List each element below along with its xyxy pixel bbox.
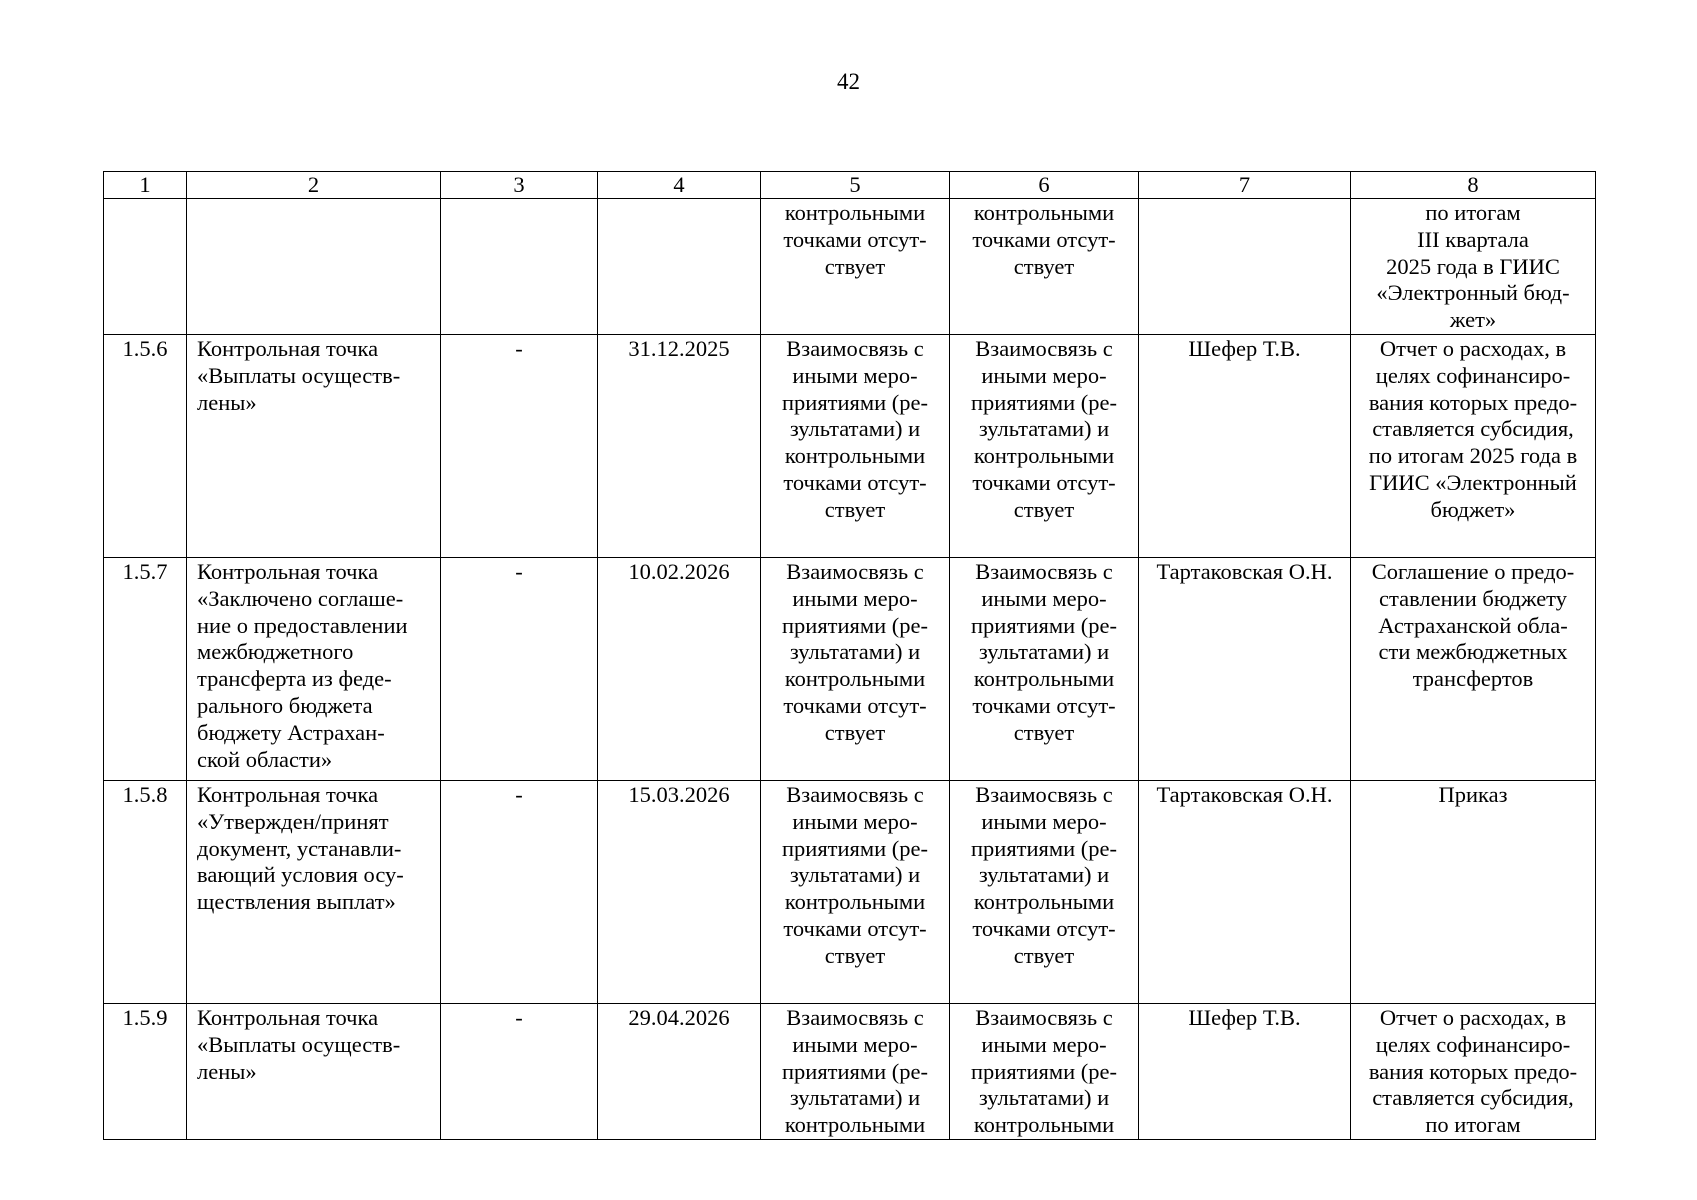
document-cell	[1351, 334, 1596, 557]
responsible-cell: Тартаковская О.Н.	[1139, 780, 1351, 1003]
cell-line: Взаимосвязь с	[975, 335, 1113, 361]
cell-line: зультатами) и	[789, 1085, 921, 1111]
header-cell: 7	[1139, 172, 1351, 199]
cell-line: рального бюджета	[197, 692, 373, 718]
page-number: 42	[837, 69, 860, 94]
cell-line: Отчет о расходах, в	[1379, 335, 1567, 361]
cell-line: документ, устанавли-	[197, 835, 402, 861]
date-cell: 15.03.2026	[598, 780, 761, 1003]
cell-line: Контрольная точка	[197, 1004, 379, 1030]
cell-line: Контрольная точка	[197, 335, 379, 361]
measures-table	[103, 171, 1596, 1140]
measure-name-cell	[187, 1003, 441, 1139]
cell-line: точками отсут-	[783, 915, 927, 941]
cell-line: иными меро-	[792, 362, 918, 388]
cell-line: контрольными	[784, 443, 926, 469]
cell-line: зультатами) и	[978, 416, 1110, 442]
cell-line: по итогам	[1425, 200, 1521, 225]
cell-line: «Утвержден/принят	[197, 808, 389, 834]
cell-line: ствует	[824, 942, 886, 968]
cell-line: целях софинансиро-	[1375, 362, 1571, 388]
date-cell	[598, 199, 761, 335]
cell-line: вания которых предо-	[1368, 389, 1578, 415]
cell-line: ствует	[824, 719, 886, 745]
cell-line: точками отсут-	[972, 469, 1116, 495]
cell-line: зультатами) и	[978, 639, 1110, 665]
cell-line: Приказ	[1438, 781, 1508, 807]
cell-line: ществления выплат»	[197, 889, 396, 915]
table-row	[104, 334, 1596, 557]
cell-line: межбюджетного	[197, 639, 354, 665]
cell-line: контрольными	[784, 200, 926, 225]
cell-line: ставляется субсидия,	[1372, 1085, 1574, 1111]
header-cell: 3	[441, 172, 598, 199]
cell-line: ГИИС «Электронный	[1369, 469, 1577, 495]
relationship-cell	[950, 557, 1139, 780]
cell-line: бюджету Астрахан-	[197, 719, 385, 745]
header-cell: 8	[1351, 172, 1596, 199]
cell-line: ствует	[1013, 253, 1075, 279]
table-row	[104, 557, 1596, 780]
cell-line: ствует	[1013, 719, 1075, 745]
relationship-cell	[950, 780, 1139, 1003]
measure-name-cell	[187, 199, 441, 335]
cell-line: «Выплаты осуществ-	[197, 362, 401, 388]
cell-line: точками отсут-	[972, 915, 1116, 941]
cell-line: приятиями (ре-	[970, 1058, 1118, 1084]
cell-line: по итогам 2025 года в	[1368, 443, 1578, 469]
cell-line: сти межбюджетных	[1378, 639, 1568, 665]
cell-line: зультатами) и	[789, 639, 921, 665]
measure-name-cell	[187, 334, 441, 557]
cell-line: ствует	[1013, 496, 1075, 522]
cell-line: вающий условия осу-	[197, 862, 404, 888]
responsible-cell: Шефер Т.В.	[1139, 334, 1351, 557]
relationship-cell	[761, 557, 950, 780]
row-number-cell: 1.5.6	[104, 334, 187, 557]
cell-line: иными меро-	[792, 808, 918, 834]
cell-line: ставляется субсидия,	[1372, 416, 1574, 442]
cell-line: зультатами) и	[978, 1085, 1110, 1111]
cell-line: 2025 года в ГИИС	[1386, 253, 1560, 279]
cell-line: приятиями (ре-	[781, 612, 929, 638]
cell-line: точками отсут-	[972, 226, 1116, 252]
cell-line: точками отсут-	[783, 692, 927, 718]
cell-line: бюджет»	[1430, 496, 1516, 522]
cell-line: ствует	[824, 496, 886, 522]
cell-line: контрольными	[973, 1112, 1115, 1138]
cell-line: точками отсут-	[972, 692, 1116, 718]
cell-line: контрольными	[784, 666, 926, 692]
date-cell: 29.04.2026	[598, 1003, 761, 1139]
cell-line: ние о предоставлении	[197, 612, 408, 638]
cell-line: лены»	[197, 1058, 257, 1084]
cell-line: Соглашение о предо-	[1371, 558, 1575, 584]
cell-line: зультатами) и	[789, 862, 921, 888]
cell-line: приятиями (ре-	[781, 1058, 929, 1084]
cell-line: Взаимосвязь с	[975, 781, 1113, 807]
cell-line: Взаимосвязь с	[786, 558, 924, 584]
cell-line: по итогам	[1425, 1112, 1521, 1138]
document-cell	[1351, 199, 1596, 335]
cell-line: иными меро-	[981, 362, 1107, 388]
table-row	[104, 199, 1596, 335]
date-cell: 10.02.2026	[598, 557, 761, 780]
measure-name-cell	[187, 780, 441, 1003]
cell-line: Взаимосвязь с	[786, 781, 924, 807]
cell-line: зультатами) и	[978, 862, 1110, 888]
responsible-cell: Тартаковская О.Н.	[1139, 557, 1351, 780]
row-number-cell: 1.5.7	[104, 557, 187, 780]
cell-line: точками отсут-	[783, 469, 927, 495]
cell-line: зультатами) и	[789, 416, 921, 442]
cell-line: Взаимосвязь с	[786, 1004, 924, 1030]
cell-line: жет»	[1449, 307, 1497, 333]
table-row	[104, 1003, 1596, 1139]
cell-line: приятиями (ре-	[781, 389, 929, 415]
measure-name-cell	[187, 557, 441, 780]
cell-line: Контрольная точка	[197, 558, 379, 584]
cell-line: ствует	[824, 253, 886, 279]
cell-line: иными меро-	[792, 1031, 918, 1057]
cell-line: контрольными	[784, 1112, 926, 1138]
relationship-cell	[761, 334, 950, 557]
cell-line: точками отсут-	[783, 226, 927, 252]
cell-line: ской области»	[197, 746, 333, 772]
cell-line: Взаимосвязь с	[975, 1004, 1113, 1030]
relationship-cell	[761, 780, 950, 1003]
row-number-cell	[104, 199, 187, 335]
header-cell: 5	[761, 172, 950, 199]
relationship-cell	[761, 199, 950, 335]
cell-line: Контрольная точка	[197, 781, 379, 807]
cell-line: контрольными	[973, 443, 1115, 469]
header-cell: 6	[950, 172, 1139, 199]
cell-line: ствует	[1013, 942, 1075, 968]
col3-cell: -	[441, 557, 598, 780]
cell-line: ставлении бюджету	[1379, 585, 1567, 611]
cell-line: контрольными	[973, 200, 1115, 225]
cell-line: Отчет о расходах, в	[1379, 1004, 1567, 1030]
cell-line: трансфертов	[1412, 666, 1534, 692]
document-cell	[1351, 557, 1596, 780]
cell-line: иными меро-	[792, 585, 918, 611]
relationship-cell	[950, 1003, 1139, 1139]
cell-line: иными меро-	[981, 808, 1107, 834]
responsible-cell: Шефер Т.В.	[1139, 1003, 1351, 1139]
cell-line: контрольными	[973, 889, 1115, 915]
document-cell	[1351, 1003, 1596, 1139]
cell-line: приятиями (ре-	[970, 389, 1118, 415]
cell-line: иными меро-	[981, 1031, 1107, 1057]
col3-cell: -	[441, 334, 598, 557]
cell-line: вания которых предо-	[1368, 1058, 1578, 1084]
col3-cell	[441, 199, 598, 335]
cell-line: иными меро-	[981, 585, 1107, 611]
cell-line: контрольными	[784, 889, 926, 915]
header-cell: 4	[598, 172, 761, 199]
relationship-cell	[761, 1003, 950, 1139]
col3-cell: -	[441, 780, 598, 1003]
cell-line: Астраханской обла-	[1378, 612, 1568, 638]
cell-line: контрольными	[973, 666, 1115, 692]
cell-line: Взаимосвязь с	[975, 558, 1113, 584]
header-cell: 2	[187, 172, 441, 199]
date-cell: 31.12.2025	[598, 334, 761, 557]
cell-line: «Электронный бюд-	[1376, 280, 1570, 306]
responsible-cell	[1139, 199, 1351, 335]
document-cell	[1351, 780, 1596, 1003]
cell-line: Взаимосвязь с	[786, 335, 924, 361]
cell-line: трансферта из феде-	[197, 666, 392, 692]
relationship-cell	[950, 334, 1139, 557]
row-number-cell: 1.5.8	[104, 780, 187, 1003]
cell-line: «Заключено соглаше-	[197, 585, 404, 611]
cell-line: приятиями (ре-	[970, 612, 1118, 638]
header-row	[104, 172, 1596, 199]
row-number-cell: 1.5.9	[104, 1003, 187, 1139]
cell-line: приятиями (ре-	[970, 835, 1118, 861]
cell-line: приятиями (ре-	[781, 835, 929, 861]
table-row	[104, 780, 1596, 1003]
relationship-cell	[950, 199, 1139, 335]
header-cell: 1	[104, 172, 187, 199]
cell-line: III квартала	[1417, 226, 1529, 252]
cell-line: лены»	[197, 389, 257, 415]
cell-line: целях софинансиро-	[1375, 1031, 1571, 1057]
col3-cell: -	[441, 1003, 598, 1139]
cell-line: «Выплаты осуществ-	[197, 1031, 401, 1057]
